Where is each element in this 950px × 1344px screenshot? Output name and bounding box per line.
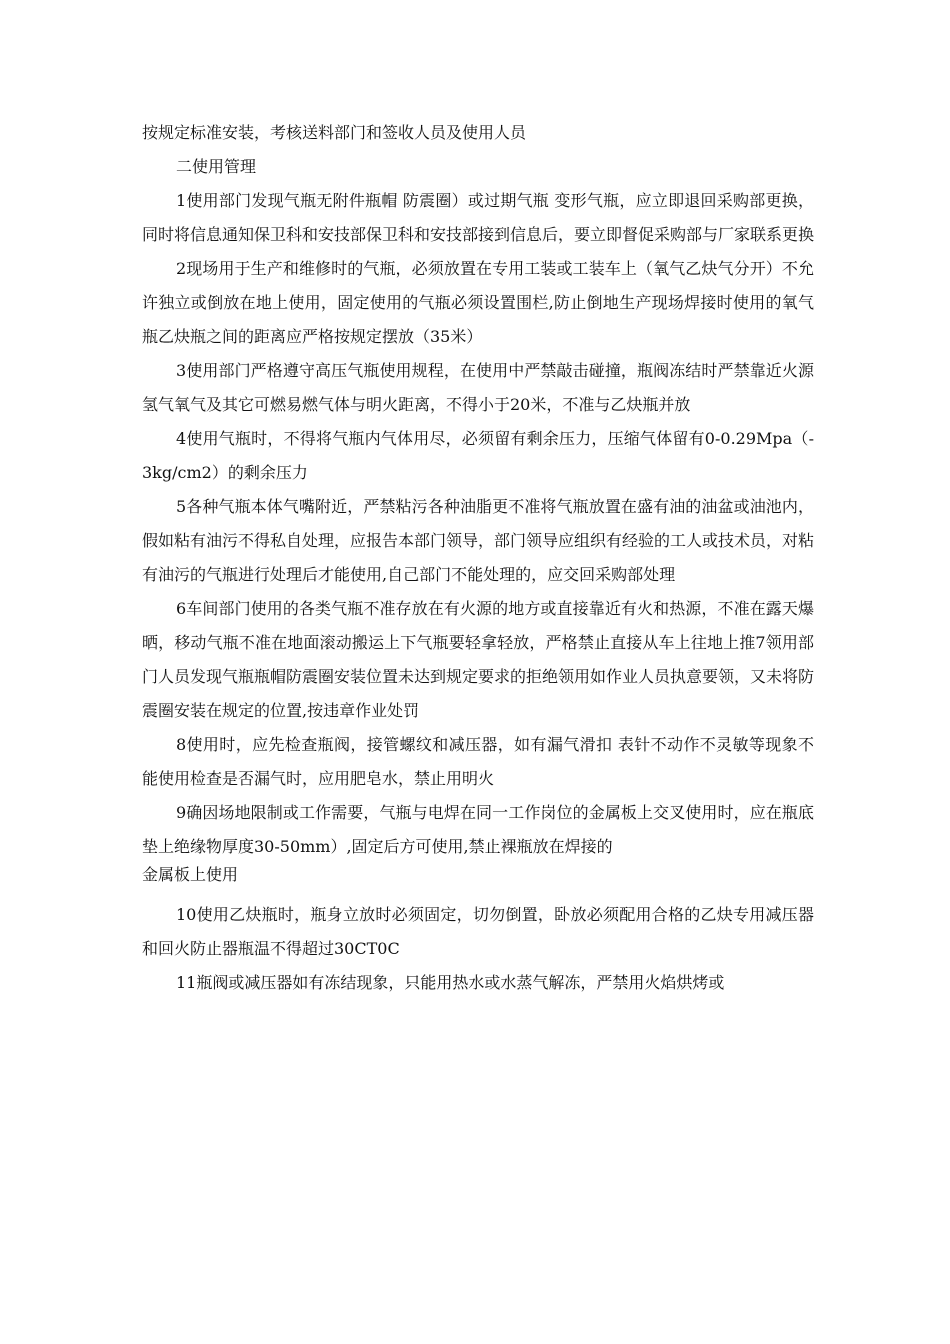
item-4: 4使用气瓶时，不得将气瓶内气体用尽，必须留有剩余压力，压缩气体留有0-0.29Mpa（-3kg/cm2）的剩余压力: [142, 429, 814, 482]
item-1: 1使用部门发现气瓶无附件瓶帽 防震圈）或过期气瓶 变形气瓶，应立即退回采购部更换，同时将信息通知保卫科和安技部保卫科和安技部接到信息后，要立即督促采购部与厂家联系更换: [142, 191, 815, 244]
item-6-7: 6车间部门使用的各类气瓶不准存放在有火源的地方或直接靠近有火和热源，不准在露天爆晒，移动气瓶不准在地面滚动搬运上下气瓶要轻拿轻放，严格禁止直接从车上往地上推7领用部门人员发现气瓶瓶帽防震圈安装位置未达到规定要求的拒绝领用如作业人员执意要领，又未将防震圈安装在规定的位置,按违章作业处罚: [142, 599, 815, 720]
item-9: 9确因场地限制或工作需要，气瓶与电焊在同一工作岗位的金属板上交叉使用时，应在瓶底垫上绝缘物厚度30-50mm）,固定后方可使用,禁止裸瓶放在焊接的: [142, 803, 814, 856]
item-9-tail: 金属板上使用: [142, 865, 239, 884]
item-11: 11瓶阀或减压器如有冻结现象，只能用热水或水蒸气解冻，严禁用火焰烘烤或: [176, 973, 725, 992]
item-8: 8使用时，应先检查瓶阀，接管螺纹和减压器，如有漏气滑扣 表针不动作不灵敏等现象不能使用检查是否漏气时，应用肥皂水，禁止用明火: [142, 735, 814, 788]
intro-line: 按规定标准安装，考核送料部门和签收人员及使用人员: [142, 123, 527, 142]
item-3: 3使用部门严格遵守高压气瓶使用规程，在使用中严禁敲击碰撞，瓶阀冻结时严禁靠近火源氢气氧气及其它可燃易燃气体与明火距离，不得小于20米，不准与乙炔瓶并放: [142, 361, 814, 414]
item-2: 2现场用于生产和维修时的气瓶，必须放置在专用工装或工装车上（氧气乙炔气分开）不允许独立或倒放在地上使用，固定使用的气瓶必须设置围栏,防止倒地生产现场焊接时使用的氧气瓶乙炔瓶之间的距离应严格按规定摆放（35米）: [142, 259, 814, 346]
item-10: 10使用乙炔瓶时，瓶身立放时必须固定，切勿倒置，卧放必须配用合格的乙炔专用减压器和回火防止器瓶温不得超过30CT0C: [142, 905, 814, 958]
section-heading: 二使用管理: [176, 157, 257, 176]
item-5: 5各种气瓶本体气嘴附近，严禁粘污各种油脂更不准将气瓶放置在盛有油的油盆或油池内，假如粘有油污不得私自处理，应报告本部门领导，部门领导应组织有经验的工人或技术员，对粘有油污的气瓶进行处理后才能使用,自己部门不能处理的，应交回采购部处理: [142, 497, 815, 584]
document-page: [142, 116, 814, 1000]
